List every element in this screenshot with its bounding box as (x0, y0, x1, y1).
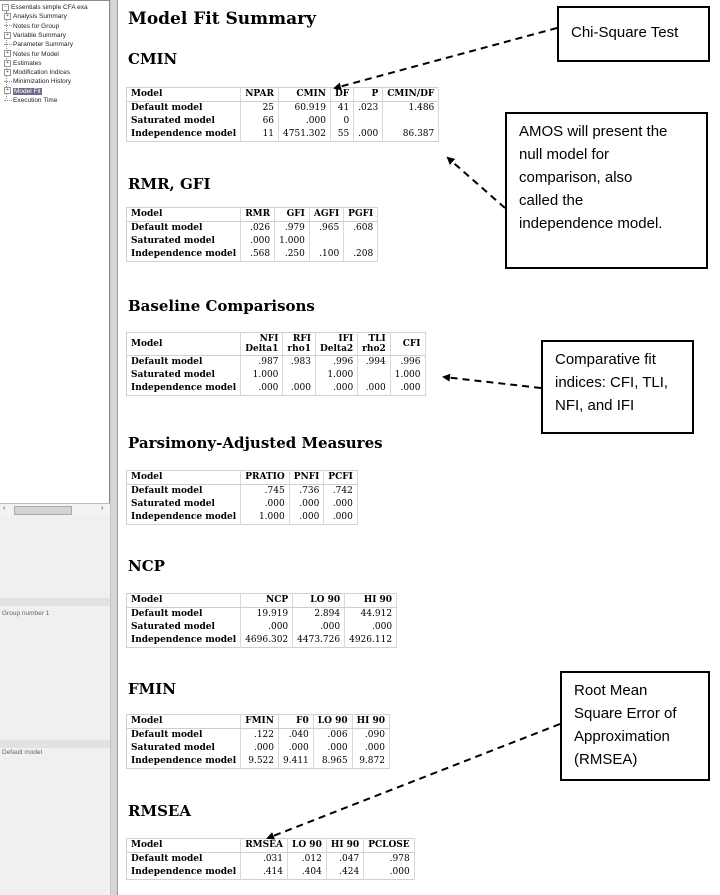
table-cell: .040 (279, 729, 314, 743)
model-list-item[interactable]: Default model (2, 749, 43, 756)
section-title-fmin: FMIN (128, 680, 176, 698)
section-title-rmsea: RMSEA (128, 802, 191, 820)
table-cell: 60.919 (279, 102, 331, 116)
table-cell: .996 (315, 356, 357, 370)
table-cell: 1.000 (275, 235, 310, 248)
column-header: P (354, 88, 383, 102)
tree-item-label: Minimization History (13, 78, 72, 86)
arrow-to-cmin (335, 28, 557, 88)
callout-line: indices: CFI, TLI, (555, 374, 669, 391)
row-label: Saturated model (127, 621, 241, 634)
table-cell: .031 (241, 853, 288, 867)
row-label: Default model (127, 729, 241, 743)
callout-text: Chi-Square Test (571, 24, 679, 41)
table-cell: .000 (352, 742, 389, 755)
table-cell: .568 (241, 248, 275, 262)
expand-icon[interactable]: + (4, 60, 11, 67)
row-label: Default model (127, 102, 241, 116)
row-label: Saturated model (127, 235, 241, 248)
row-label: Independence model (127, 382, 241, 396)
callout-line: AMOS will present the (519, 123, 668, 140)
table-cell: .000 (279, 115, 331, 128)
callout-line: Root Mean (574, 682, 648, 699)
callout-line: null model for (519, 146, 610, 163)
callout-line: Approximation (574, 728, 670, 745)
table-cell: .736 (289, 485, 324, 499)
table-cell: .994 (358, 356, 391, 370)
table-cell: .608 (344, 222, 378, 236)
section-title-rmr: RMR, GFI (128, 175, 211, 193)
column-header: TLI rho2 (358, 333, 391, 356)
table-cell: 41 (330, 102, 353, 116)
column-header: PNFI (289, 471, 324, 485)
column-header: Model (127, 88, 241, 102)
column-header: Model (127, 839, 241, 853)
scroll-right-icon[interactable]: › (101, 505, 104, 512)
section-title-ncp: NCP (128, 557, 165, 575)
table-cell: .012 (288, 853, 327, 867)
table-cell: .000 (313, 742, 352, 755)
table-cell: 9.872 (352, 755, 389, 769)
table-cell: 1.000 (241, 511, 290, 525)
column-header: RMSEA (241, 839, 288, 853)
tree-item-label: Variable Summary (13, 31, 66, 39)
row-label: Saturated model (127, 115, 241, 128)
tree-item-label: Notes for Group (13, 22, 60, 30)
column-header: CMIN/DF (383, 88, 439, 102)
table-cell: 1.000 (315, 369, 357, 382)
table-cell: .000 (358, 382, 391, 396)
table-cell: 25 (241, 102, 279, 116)
callout-line: Square Error of (574, 705, 677, 722)
table-cell: .000 (345, 621, 397, 634)
table-cell: .996 (390, 356, 425, 370)
table-cell: 8.965 (313, 755, 352, 769)
row-label: Independence model (127, 511, 241, 525)
table-cell: .000 (241, 742, 279, 755)
callout-line: (RMSEA) (574, 751, 638, 768)
column-header: RMR (241, 208, 275, 222)
table-cell: .208 (344, 248, 378, 262)
expand-icon[interactable]: + (4, 69, 11, 76)
table-cell: 44.912 (345, 608, 397, 622)
table-cell: .965 (309, 222, 343, 236)
column-header: NPAR (241, 88, 279, 102)
page-title: Model Fit Summary (128, 9, 316, 29)
table-cell: .000 (324, 498, 358, 511)
tree-item-label: Model Fit (14, 87, 41, 95)
table-cell: .023 (354, 102, 383, 116)
arrow-to-rmsea (268, 724, 560, 838)
expand-icon[interactable]: + (4, 87, 11, 94)
tree-item-label: Analysis Summary (13, 13, 67, 21)
column-header: NCP (241, 594, 293, 608)
row-label: Default model (127, 356, 241, 370)
table-cell: .100 (309, 248, 343, 262)
row-label: Independence model (127, 634, 241, 648)
tree-item-label: Modification Indices (13, 69, 71, 77)
section-title-baseline: Baseline Comparisons (128, 297, 315, 315)
table-cell: .000 (279, 742, 314, 755)
table-cell: 11 (241, 128, 279, 142)
table-cell: .122 (241, 729, 279, 743)
table-cell: 55 (330, 128, 353, 142)
table-cell: .414 (241, 866, 288, 880)
table-cell: .978 (364, 853, 414, 867)
table-cell: .000 (390, 382, 425, 396)
table-cell: .000 (354, 128, 383, 142)
section-title-parsimony: Parsimony-Adjusted Measures (128, 434, 383, 452)
table-cell: .000 (241, 621, 293, 634)
row-label: Default model (127, 222, 241, 236)
table-cell: 4473.726 (293, 634, 345, 648)
table-cell: .000 (315, 382, 357, 396)
table-cell: 86.387 (383, 128, 439, 142)
table-cell: 9.522 (241, 755, 279, 769)
tree-item-label: Execution Time (13, 97, 58, 104)
table-cell: .745 (241, 485, 290, 499)
column-header: Model (127, 594, 241, 608)
table-cell: 1.000 (390, 369, 425, 382)
callout-line: called the (519, 192, 584, 209)
tree-root-label: Essentials simple CFA exa (11, 4, 88, 11)
section-title-cmin: CMIN (128, 50, 178, 68)
table-cell: .000 (293, 621, 345, 634)
column-header: CMIN (279, 88, 331, 102)
scroll-left-icon[interactable]: ‹ (3, 505, 6, 512)
callout-line: comparison, also (519, 169, 633, 186)
column-header: CFI (390, 333, 425, 356)
column-header: Model (127, 715, 241, 729)
column-header: Model (127, 208, 241, 222)
table-cell: 9.411 (279, 755, 314, 769)
callout-line: Comparative fit (555, 351, 656, 368)
row-label: Saturated model (127, 369, 241, 382)
table-cell: 1.000 (241, 369, 283, 382)
tree-item-label: Estimates (13, 59, 42, 67)
column-header: PCFI (324, 471, 358, 485)
table-cell: .979 (275, 222, 310, 236)
row-label: Independence model (127, 866, 241, 880)
table-cell: .006 (313, 729, 352, 743)
callout-line: NFI, and IFI (555, 397, 635, 414)
column-header: FMIN (241, 715, 279, 729)
table-cell: .742 (324, 485, 358, 499)
table-cell: 4926.112 (345, 634, 397, 648)
table-cell: 0 (330, 115, 353, 128)
table-cell: 4751.302 (279, 128, 331, 142)
column-header: F0 (279, 715, 314, 729)
table-cell: 4696.302 (241, 634, 293, 648)
column-header: PGFI (344, 208, 378, 222)
table-cell: .000 (241, 382, 283, 396)
column-header: LO 90 (293, 594, 345, 608)
tree-item-label: Parameter Summary (13, 41, 73, 49)
tree-item-label: Notes for Model (13, 50, 59, 58)
row-label: Independence model (127, 755, 241, 769)
table-cell: .000 (324, 511, 358, 525)
arrow-to-independence-model (448, 158, 505, 208)
table-cell: .424 (326, 866, 363, 880)
row-label: Saturated model (127, 498, 241, 511)
table-cell: .000 (283, 382, 316, 396)
row-label: Saturated model (127, 742, 241, 755)
table-cell: .047 (326, 853, 363, 867)
table-cell: 2.894 (293, 608, 345, 622)
row-label: Default model (127, 853, 241, 867)
column-header: DF (330, 88, 353, 102)
table-cell: .090 (352, 729, 389, 743)
column-header: PRATIO (241, 471, 290, 485)
column-header: LO 90 (313, 715, 352, 729)
column-header: HI 90 (345, 594, 397, 608)
column-header: NFI Delta1 (241, 333, 283, 356)
row-label: Independence model (127, 248, 241, 262)
table-cell: 1.486 (383, 102, 439, 116)
table-cell: .987 (241, 356, 283, 370)
column-header: Model (127, 333, 241, 356)
table-cell: .000 (364, 866, 414, 880)
table-cell: .026 (241, 222, 275, 236)
expand-icon[interactable]: + (4, 13, 11, 20)
table-cell: .000 (289, 511, 324, 525)
table-cell: .404 (288, 866, 327, 880)
group-list-item[interactable]: Group number 1 (2, 610, 50, 617)
table-cell: .000 (241, 235, 275, 248)
arrow-to-fit-indices (444, 377, 541, 388)
row-label: Default model (127, 608, 241, 622)
callout-line: independence model. (519, 215, 663, 232)
table-cell: .000 (241, 498, 290, 511)
table-cell: 66 (241, 115, 279, 128)
column-header: RFI rho1 (283, 333, 316, 356)
column-header: IFI Delta2 (315, 333, 357, 356)
row-label: Default model (127, 485, 241, 499)
column-header: LO 90 (288, 839, 327, 853)
column-header: HI 90 (326, 839, 363, 853)
expand-icon[interactable]: + (4, 32, 11, 39)
column-header: PCLOSE (364, 839, 414, 853)
column-header: AGFI (309, 208, 343, 222)
table-cell: .000 (289, 498, 324, 511)
collapse-icon[interactable]: − (2, 4, 9, 11)
table-cell: 19.919 (241, 608, 293, 622)
row-label: Independence model (127, 128, 241, 142)
expand-icon[interactable]: + (4, 50, 11, 57)
column-header: GFI (275, 208, 310, 222)
table-cell: .250 (275, 248, 310, 262)
column-header: Model (127, 471, 241, 485)
table-cell: .983 (283, 356, 316, 370)
column-header: HI 90 (352, 715, 389, 729)
